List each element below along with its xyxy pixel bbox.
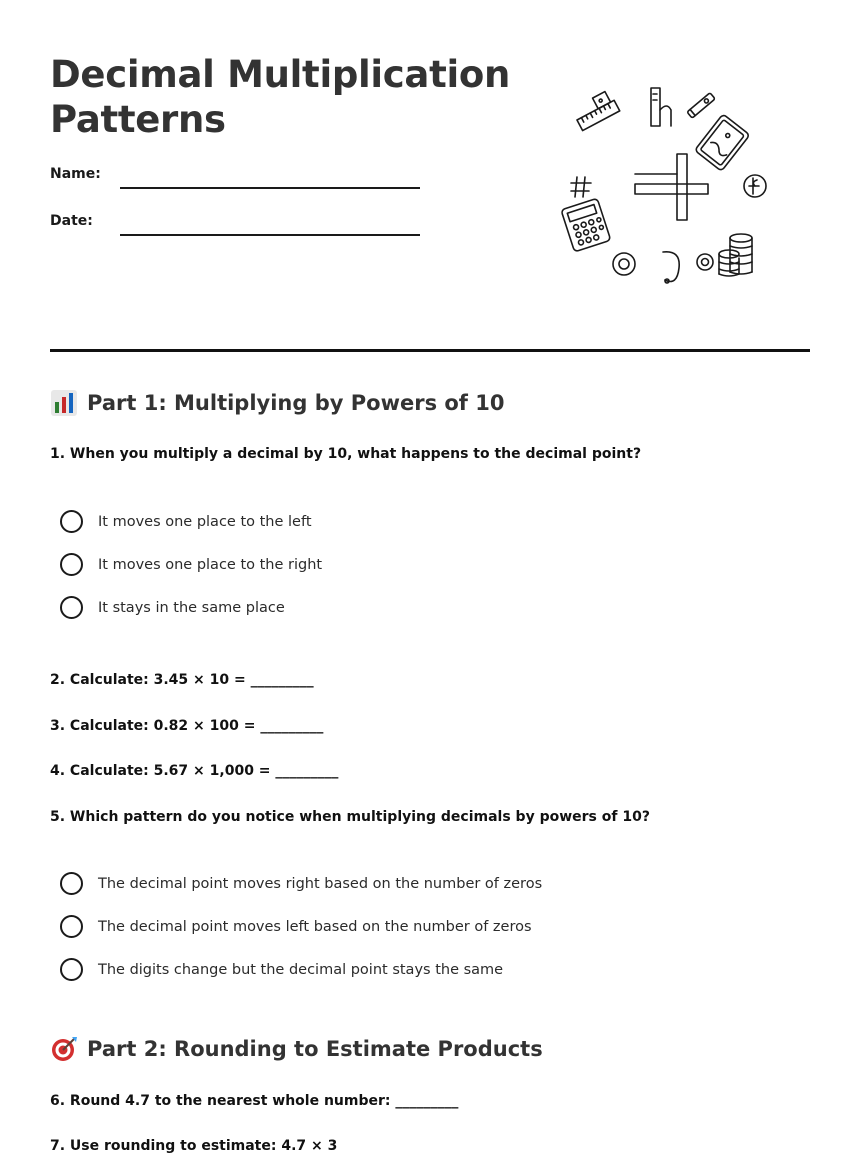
question-2: 2. Calculate: 3.45 × 10 = _________ — [50, 672, 314, 688]
radio-button[interactable] — [60, 553, 83, 576]
q5-option-2[interactable] — [60, 915, 532, 938]
q5-option-3[interactable] — [60, 958, 503, 981]
dart-target-icon — [50, 1035, 78, 1063]
question-1: 1. When you multiply a decimal by 10, what happens to the decimal point? — [50, 446, 642, 462]
date-label: Date: — [50, 213, 93, 229]
option-label: The digits change but the decimal point stays the same — [98, 961, 504, 978]
option-label: It moves one place to the left — [98, 513, 312, 530]
radio-button[interactable] — [60, 915, 83, 938]
radio-button[interactable] — [60, 958, 83, 981]
part1-title: Part 1: Multiplying by Powers of 10 — [87, 391, 505, 415]
option-label: The decimal point moves right based on the number of zeros — [98, 875, 543, 892]
header-divider — [50, 349, 810, 352]
question-7: 7. Use rounding to estimate: 4.7 × 3 — [50, 1138, 338, 1154]
q1-option-2[interactable] — [60, 553, 322, 576]
math-doodle-icon — [555, 82, 780, 292]
q1-option-3[interactable] — [60, 596, 285, 619]
name-label: Name: — [50, 166, 101, 182]
option-label: It stays in the same place — [98, 599, 285, 616]
option-label: It moves one place to the right — [98, 556, 323, 573]
part1-heading — [50, 389, 504, 417]
name-field[interactable] — [120, 187, 420, 189]
part2-title: Part 2: Rounding to Estimate Products — [87, 1037, 543, 1061]
page-title: Decimal Multiplication Patterns — [50, 53, 511, 141]
question-4: 4. Calculate: 5.67 × 1,000 = _________ — [50, 763, 339, 779]
part2-heading — [50, 1035, 543, 1063]
radio-button[interactable] — [60, 872, 83, 895]
question-5: 5. Which pattern do you notice when multiplying decimals by powers of 10? — [50, 809, 650, 825]
date-field[interactable] — [120, 234, 420, 236]
q1-option-1[interactable] — [60, 510, 312, 533]
q5-option-1[interactable] — [60, 872, 542, 895]
radio-button[interactable] — [60, 596, 83, 619]
option-label: The decimal point moves left based on the number of zeros — [98, 918, 532, 935]
bar-chart-icon — [50, 389, 78, 417]
radio-button[interactable] — [60, 510, 83, 533]
question-3: 3. Calculate: 0.82 × 100 = _________ — [50, 718, 324, 734]
question-6: 6. Round 4.7 to the nearest whole number: _________ — [50, 1093, 459, 1109]
